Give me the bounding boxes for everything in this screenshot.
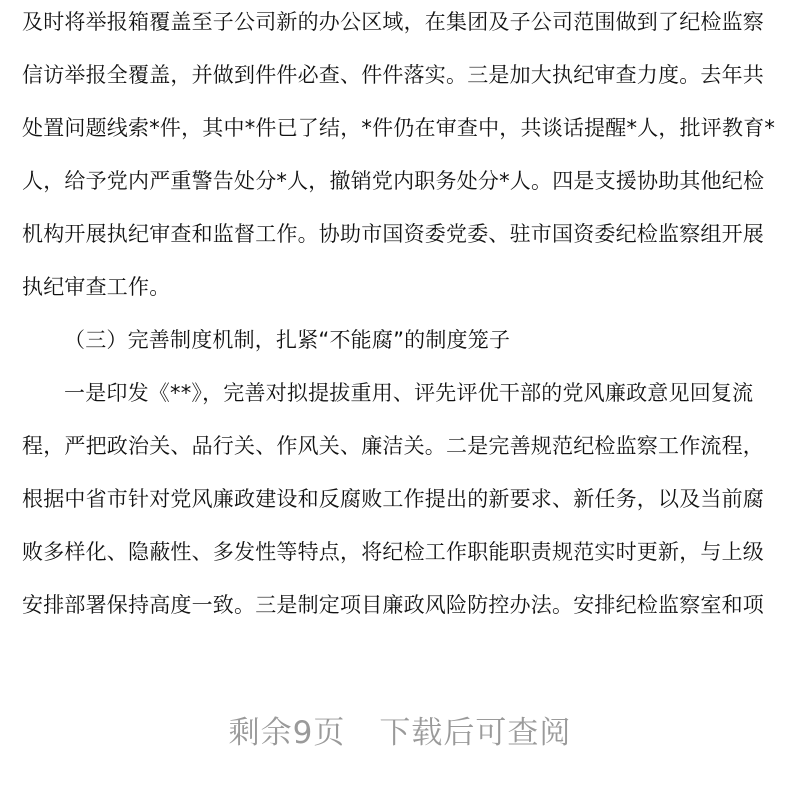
document-line: 一是印发《**》，完善对拟提拔重用、评先评优干部的党风廉政意见回复流: [64, 381, 754, 405]
remaining-pages-label: 剩余9页: [228, 715, 346, 751]
document-line: 人，给予党内严重警告处分*人，撤销党内职务处分*人。四是支援协助其他纪检: [22, 169, 765, 193]
document-line: 程，严把政治关、品行关、作风关、廉洁关。二是完善规范纪检监察工作流程，: [22, 434, 764, 458]
download-to-view-label: 下载后可查阅: [379, 715, 572, 751]
document-line: 执纪审查工作。: [22, 275, 171, 299]
document-line: 安排部署保持高度一致。三是制定项目廉政风险防控办法。安排纪检监察室和项: [22, 593, 764, 617]
document-line: 根据中省市针对党风廉政建设和反腐败工作提出的新要求、新任务，以及当前腐: [22, 487, 764, 511]
read-more-prompt[interactable]: [0, 706, 800, 760]
document-line: 及时将举报箱覆盖至子公司新的办公区域，在集团及子公司范围做到了纪检监察: [22, 10, 764, 34]
document-line: 信访举报全覆盖，并做到件件必查、件件落实。三是加大执纪审查力度。去年共: [22, 63, 764, 87]
document-line: 败多样化、隐蔽性、多发性等特点，将纪检工作职能职责规范实时更新，与上级: [22, 540, 764, 564]
document-line: 机构开展执纪审查和监督工作。协助市国资委党委、驻市国资委纪检监察组开展: [22, 222, 764, 246]
section-heading: （三）完善制度机制，扎紧“不能腐”的制度笼子: [64, 328, 511, 352]
document-line: 处置问题线索*件，其中*件已了结，*件仍在审查中，共谈话提醒*人，批评教育*: [22, 116, 776, 140]
